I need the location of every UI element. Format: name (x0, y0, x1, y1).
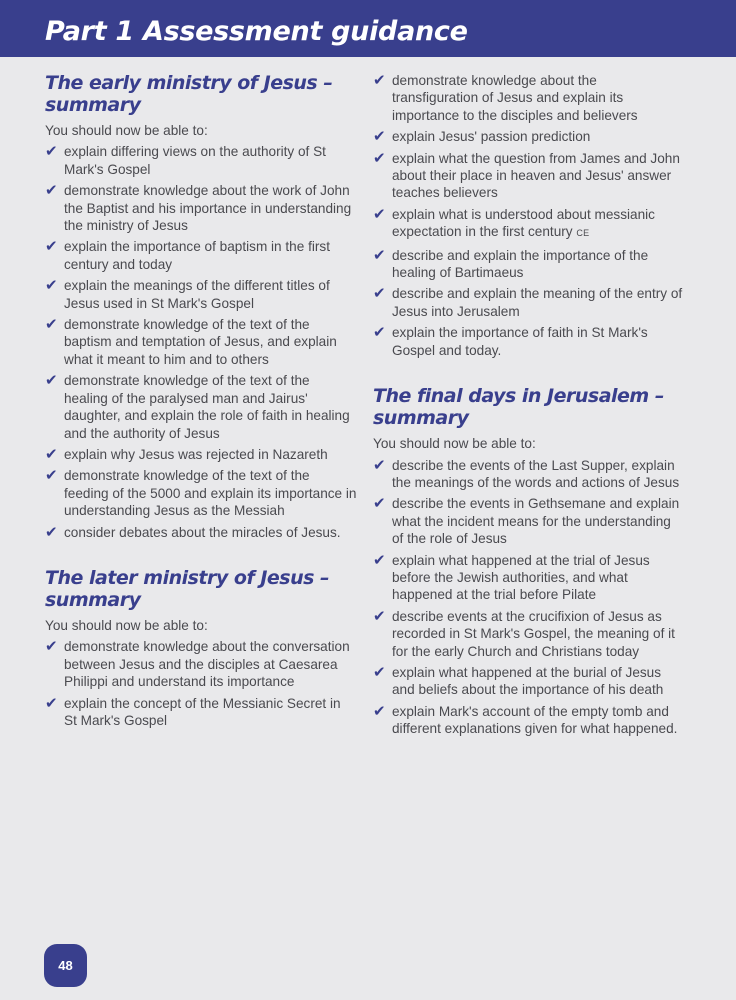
check-icon: ✔ (373, 324, 386, 342)
section-intro: You should now be able to: (45, 123, 208, 138)
list-item: ✔ describe the events of the Last Supper, explain the meanings of the words and actions of Jesus (373, 456, 680, 490)
list-item: ✔ demonstrate knowledge about the work of John the Baptist and his importance in understanding the ministry of Jesus (45, 182, 352, 234)
list-item: ✔ demonstrate knowledge about the conversation between Jesus and the disciples at Caesarea Philippi and understand its importance (45, 638, 350, 690)
check-icon: ✔ (373, 456, 386, 474)
check-icon: ✔ (45, 372, 58, 390)
page-number-badge (44, 944, 87, 987)
section-title: The later ministry of Jesus – summary (45, 566, 330, 611)
check-icon: ✔ (373, 246, 386, 264)
check-icon: ✔ (373, 551, 386, 569)
list-item: ✔ explain what the question from James and John about their place in heaven and Jesus' answer teaches believers (373, 149, 680, 201)
checklist (45, 143, 357, 541)
list-item: ✔ explain what is understood about messianic expectation in the first century CE (373, 205, 655, 240)
list-item: ✔ explain the meanings of the different titles of Jesus used in St Mark's Gospel (45, 277, 330, 311)
list-item: ✔ demonstrate knowledge about the transfiguration of Jesus and explain its importance to the disciples and believers (373, 72, 638, 123)
checklist (373, 457, 685, 738)
check-icon: ✔ (45, 238, 58, 256)
list-item: ✔ demonstrate knowledge of the text of the healing of the paralysed man and Jairus' daughter, and explain the role of faith in healing and the authority of Jesus (45, 372, 350, 441)
list-item: ✔ explain Mark's account of the empty tomb and different explanations given for what happened. (373, 702, 678, 737)
page-header (0, 0, 736, 57)
list-item: ✔ explain Jesus' passion prediction (373, 128, 591, 146)
list-item: ✔ explain differing views on the authority of St Mark's Gospel (45, 143, 326, 177)
check-icon: ✔ (373, 285, 386, 303)
section-later-ministry-continued (373, 72, 685, 359)
section-final-days (373, 385, 685, 738)
era-abbrev: CE (576, 228, 590, 239)
check-icon: ✔ (45, 638, 58, 656)
page-number: 48 (58, 958, 73, 973)
check-icon: ✔ (373, 205, 386, 223)
check-icon: ✔ (45, 143, 58, 161)
list-item: ✔ explain what happened at the trial of Jesus before the Jewish authorities, and what happened at the trial before Pilate (373, 551, 650, 603)
section-intro: You should now be able to: (45, 617, 208, 633)
list-item: ✔ explain why Jesus was rejected in Nazareth (45, 445, 328, 463)
check-icon: ✔ (373, 607, 386, 625)
section-intro: You should now be able to: (373, 436, 536, 452)
check-icon: ✔ (45, 445, 58, 463)
right-column (373, 72, 685, 764)
list-item: ✔ explain the importance of baptism in the first century and today (45, 238, 330, 272)
check-icon: ✔ (45, 182, 58, 200)
check-icon: ✔ (45, 277, 58, 295)
check-icon: ✔ (373, 149, 386, 167)
list-item: ✔ explain the concept of the Messianic Secret in St Mark's Gospel (45, 694, 341, 728)
list-item: ✔ describe the events in Gethsemane and explain what the incident means for the understanding of the role of Jesus (373, 495, 680, 547)
list-item: ✔ demonstrate knowledge of the text of the baptism and temptation of Jesus, and explain what it meant to him and to others (45, 316, 337, 367)
check-icon: ✔ (373, 495, 386, 513)
check-icon: ✔ (45, 316, 58, 334)
list-item: ✔ describe and explain the meaning of the entry of Jesus into Jerusalem (373, 285, 683, 319)
section-title: The final days in Jerusalem – summary (373, 385, 664, 430)
check-icon: ✔ (373, 702, 386, 720)
check-icon: ✔ (45, 467, 58, 485)
list-item: ✔ describe events at the crucifixion of Jesus as recorded in St Mark's Gospel, the meaning of it for the early Church and Christians today (373, 607, 675, 659)
list-item: ✔ explain what happened at the burial of Jesus and beliefs about the importance of his death (373, 663, 664, 698)
checklist (45, 638, 357, 729)
left-column (45, 72, 357, 755)
check-icon: ✔ (373, 663, 386, 681)
check-icon: ✔ (45, 523, 58, 541)
list-item: ✔ describe and explain the importance of the healing of Bartimaeus (373, 246, 649, 281)
section-early-ministry (45, 72, 357, 541)
list-item: ✔ consider debates about the miracles of Jesus. (45, 523, 341, 541)
checklist (373, 72, 685, 359)
check-icon: ✔ (373, 128, 386, 146)
section-later-ministry (45, 567, 357, 729)
check-icon: ✔ (45, 694, 58, 712)
page-title: Part 1 Assessment guidance (45, 16, 468, 47)
check-icon: ✔ (373, 72, 386, 89)
list-item: ✔ explain the importance of faith in St Mark's Gospel and today. (373, 324, 648, 358)
section-title: The early ministry of Jesus – summary (45, 72, 333, 116)
list-item: ✔ demonstrate knowledge of the text of the feeding of the 5000 and explain its importance in understanding Jesus as the Messiah (45, 467, 357, 519)
